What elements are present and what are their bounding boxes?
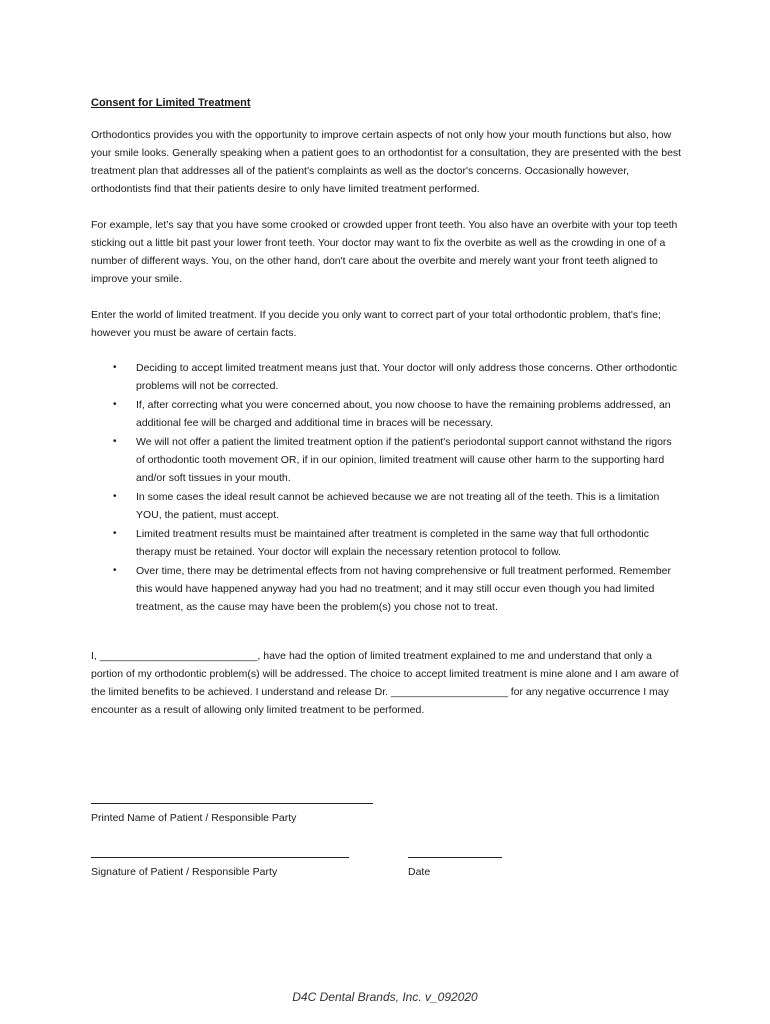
list-item: • Limited treatment results must be maintained after treatment is completed in the same way that full orthodontic therapy must be retained. Your doctor will explain the necessary retention protocol to follow. [91, 525, 683, 561]
consent-statement: I, ___________________________, have had the option of limited treatment explained to me and understand that only a portion of my orthodontic problem(s) will be addressed. The choice to accept limited treatment is mine alone and I am aware of the limited benefits to be achieved. I understand and release Dr. ____________________ for any negative occurrence I may encounter as a result of allowing only limited treatment to be performed. [91, 650, 679, 716]
document-title: Consent for Limited Treatment [91, 97, 251, 109]
intro-paragraph: Orthodontics provides you with the opportunity to improve certain aspects of not only how your mouth functions but also, how your smile looks. Generally speaking when a patient goes to an orthodontist for a consultation, they are presented with the best treatment plan that addresses all of the patient's complaints as well as the doctor's concerns. Occasionally however, orthodontists find that their patients desire to only have limited treatment performed. [91, 129, 682, 195]
facts-list [91, 359, 683, 616]
consent-document [91, 94, 683, 719]
bullet-icon: • [113, 491, 117, 502]
date-field[interactable] [408, 857, 502, 858]
list-item: • If, after correcting what you were concerned about, you now choose to have the remaining problems addressed, an additional fee will be charged and additional time in braces will be necessary. [91, 396, 683, 432]
list-item: • In some cases the ideal result cannot be achieved because we are not treating all of the teeth. This is a limitation YOU, the patient, must accept. [91, 488, 683, 524]
list-item: • Over time, there may be detrimental effects from not having comprehensive or full treatment performed. Remember this would have happened anyway had you had no treatment; and it may still occur even though you had limited treatment, as the cause may have been the problem(s) you chose not to treat. [91, 562, 683, 616]
footer-version: D4C Dental Brands, Inc. v_092020 [292, 990, 478, 1004]
example-paragraph: For example, let’s say that you have some crooked or crowded upper front teeth. You also have an overbite with your top teeth sticking out a little bit past your lower front teeth. Your doctor may want to fix the overbite as well as the crowding in one of a number of different ways. You, on the other hand, don't care about the overbite and merely want your front teeth aligned to improve your smile. [91, 219, 678, 285]
bullet-icon: • [113, 565, 117, 576]
limited-treatment-paragraph: Enter the world of limited treatment. If you decide you only want to correct part of your total orthodontic problem, that's fine; however you must be aware of certain facts. [91, 309, 661, 339]
signature-line[interactable] [91, 857, 349, 858]
list-item: • Deciding to accept limited treatment means just that. Your doctor will only address those concerns. Other orthodontic problems will not be corrected. [91, 359, 683, 395]
bullet-icon: • [113, 362, 117, 373]
bullet-icon: • [113, 436, 117, 447]
bullet-icon: • [113, 528, 117, 539]
signature-field[interactable] [91, 857, 349, 858]
printed-name-field[interactable] [91, 803, 373, 804]
printed-name-label: Printed Name of Patient / Responsible Party [91, 812, 297, 824]
bullet-icon: • [113, 399, 117, 410]
date-label: Date [408, 866, 431, 878]
signature-label: Signature of Patient / Responsible Party [91, 866, 278, 878]
date-line[interactable] [408, 857, 502, 858]
printed-name-line[interactable] [91, 803, 373, 804]
list-item: • We will not offer a patient the limited treatment option if the patient's periodontal support cannot withstand the rigors of orthodontic tooth movement OR, if in our opinion, limited treatment will cause other harm to the supporting hard and/or soft tissues in your mouth. [91, 433, 683, 487]
